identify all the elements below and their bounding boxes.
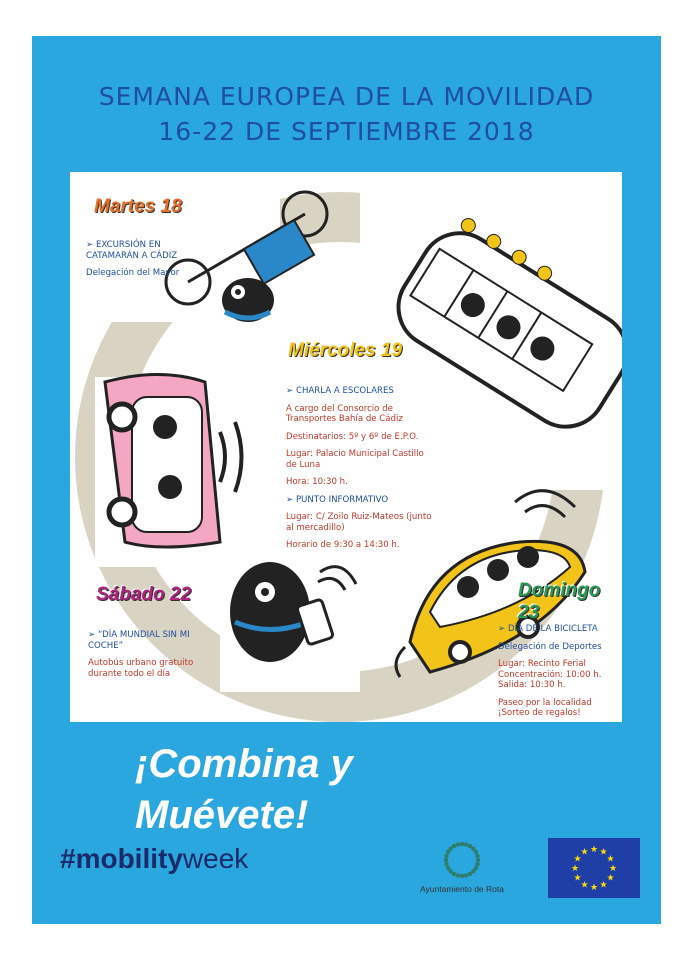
emblem-dot bbox=[475, 862, 479, 866]
sabado-line: Autobús urbano gratuito durante todo el día bbox=[88, 658, 194, 679]
eu-flag bbox=[548, 838, 640, 898]
martes-line: Delegación del Mayor bbox=[86, 268, 180, 278]
domingo-line-1: Lugar: Recinto Ferial Concentración: 10:00 h. Salida: 10:30 h. bbox=[498, 659, 602, 690]
hashtag bbox=[60, 843, 248, 875]
miercoles-line-3: Lugar: Palacio Municipal Castillo de Luna bbox=[286, 449, 424, 470]
day-sabado-title: Sábado 22 bbox=[96, 584, 192, 605]
eu-stars-icon bbox=[548, 838, 640, 898]
day-martes-title: Martes 18 bbox=[94, 196, 182, 217]
miercoles-line-5: Lugar: C/ Zoilo Ruiz-Mateos (junto al mercadillo) bbox=[286, 512, 432, 533]
emblem-dot bbox=[452, 844, 456, 848]
sabado-details bbox=[88, 630, 206, 686]
emblem-dot bbox=[456, 842, 460, 846]
hashtag-bold: mobility bbox=[75, 843, 183, 874]
eu-star-icon: ★ bbox=[608, 863, 618, 873]
miercoles-heading-1: ➢ CHARLA A ESCOLARES bbox=[286, 386, 432, 397]
emblem-dot bbox=[474, 850, 478, 854]
emblem-dot bbox=[446, 866, 450, 870]
emblem-dot bbox=[460, 874, 464, 878]
hashtag-normal: week bbox=[182, 843, 249, 874]
eu-star-icon: ★ bbox=[580, 879, 589, 890]
eu-star-icon: ★ bbox=[606, 872, 615, 883]
day-domingo-title: Domingo 23 bbox=[518, 580, 601, 623]
martes-heading: ➢ EXCURSIÓN EN CATAMARÁN A CÁDIZ bbox=[86, 240, 186, 261]
emblem-dot bbox=[444, 854, 448, 858]
emblem-dot bbox=[444, 858, 448, 862]
eu-star-icon: ★ bbox=[599, 879, 608, 890]
emblem-dot bbox=[464, 873, 468, 877]
miercoles-line-1: A cargo del Consorcio de Transportes Bahía de Cádiz bbox=[286, 403, 403, 424]
domingo-org: Delegación de Deportes bbox=[498, 641, 602, 652]
domingo-heading: ➢ DÍA DE LA BICICLETA bbox=[498, 624, 618, 635]
slogan-line-1: ¡Combina y bbox=[135, 742, 353, 786]
slogan-line-2: Muévete! bbox=[135, 793, 309, 837]
eu-star-icon: ★ bbox=[570, 863, 580, 873]
miercoles-heading-2: ➢ PUNTO INFORMATIVO bbox=[286, 495, 432, 506]
eu-star-icon: ★ bbox=[589, 882, 599, 892]
program-panel bbox=[70, 172, 622, 722]
ayuntamiento-emblem-icon bbox=[402, 840, 522, 884]
domingo-details bbox=[498, 624, 618, 722]
title-line-1: SEMANA EUROPEA DE LA MOVILIDAD bbox=[98, 82, 595, 111]
title-line-2: 16-22 DE SEPTIEMBRE 2018 bbox=[158, 117, 535, 146]
emblem-dot bbox=[444, 862, 448, 866]
ayuntamiento-label: Ayuntamiento de Rota bbox=[420, 884, 504, 894]
martes-details bbox=[86, 240, 186, 286]
emblem-dot bbox=[475, 854, 479, 858]
miercoles-line-6: Horario de 9:30 a 14:30 h. bbox=[286, 540, 400, 550]
eu-star-icon: ★ bbox=[580, 846, 589, 857]
emblem-dot bbox=[464, 842, 468, 846]
emblem-dot bbox=[476, 858, 480, 862]
eu-star-icon: ★ bbox=[599, 846, 608, 857]
miercoles-line-4: Hora: 10:30 h. bbox=[286, 477, 348, 487]
eu-star-icon: ★ bbox=[573, 872, 582, 883]
miercoles-line-2: Destinatarios: 5º y 6º de E.P.O. bbox=[286, 431, 419, 442]
miercoles-details bbox=[286, 386, 432, 558]
domingo-line-2: Paseo por la localidad ¡Sorteo de regalos! bbox=[498, 697, 592, 718]
eu-star-icon: ★ bbox=[606, 853, 615, 864]
day-miercoles-title: Miércoles 19 bbox=[288, 340, 403, 361]
hashtag-hash: # bbox=[60, 843, 76, 874]
ayuntamiento-logo bbox=[402, 840, 522, 900]
emblem-dot bbox=[468, 872, 472, 876]
emblem-dot bbox=[456, 873, 460, 877]
emblem-dot bbox=[460, 842, 464, 846]
eu-star-icon: ★ bbox=[573, 853, 582, 864]
sabado-heading: ➢ “DÍA MUNDIAL SIN MI COCHE” bbox=[88, 630, 206, 651]
eu-star-icon: ★ bbox=[589, 844, 599, 854]
